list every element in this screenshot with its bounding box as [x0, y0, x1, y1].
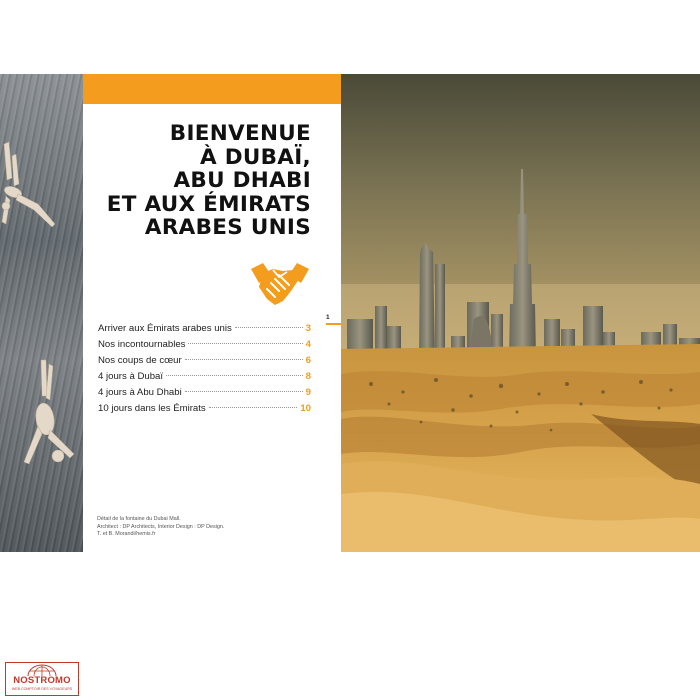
toc-item[interactable]: Nos coups de cœur 6	[98, 355, 311, 366]
nostromo-logo[interactable]	[5, 662, 79, 696]
orange-header-bar	[83, 74, 341, 104]
caption-line: Architect : DP Architects, Interior Design : DP Design.	[97, 523, 225, 530]
photo-caption	[97, 516, 297, 539]
page-title: BIENVENUE À DUBAÏ, ABU DHABI ET AUX ÉMIRATS ARABES UNIS	[106, 121, 311, 240]
table-of-contents	[98, 321, 311, 417]
fountain-photo	[0, 74, 83, 552]
welcome-page	[83, 74, 341, 552]
dubai-desert-photo	[341, 74, 700, 552]
toc-item[interactable]: 4 jours à Abu Dhabi 9	[98, 387, 311, 398]
page-marker-line	[326, 323, 342, 325]
book-spread	[0, 74, 700, 552]
photo-credit: T. et B. Morandi/hemis.fr	[97, 531, 156, 538]
toc-item[interactable]: 10 jours dans les Émirats 10	[98, 403, 311, 414]
page-number: 1	[326, 314, 330, 321]
toc-item[interactable]: Nos incontournables 4	[98, 339, 311, 350]
logo-brand: NOSTROMO	[13, 675, 71, 686]
toc-item[interactable]: 4 jours à Dubaï 8	[98, 371, 311, 382]
handshake-icon	[249, 261, 311, 309]
toc-item[interactable]: Arriver aux Émirats arabes unis 3	[98, 323, 311, 334]
skyline-desert-illustration	[341, 74, 700, 552]
logo-tagline: WEB COMPTOIR DES VOYAGEURS	[11, 687, 73, 691]
caption-line: Détail de la fontaine du Dubai Mall.	[97, 516, 181, 522]
diver-statues	[0, 74, 83, 552]
